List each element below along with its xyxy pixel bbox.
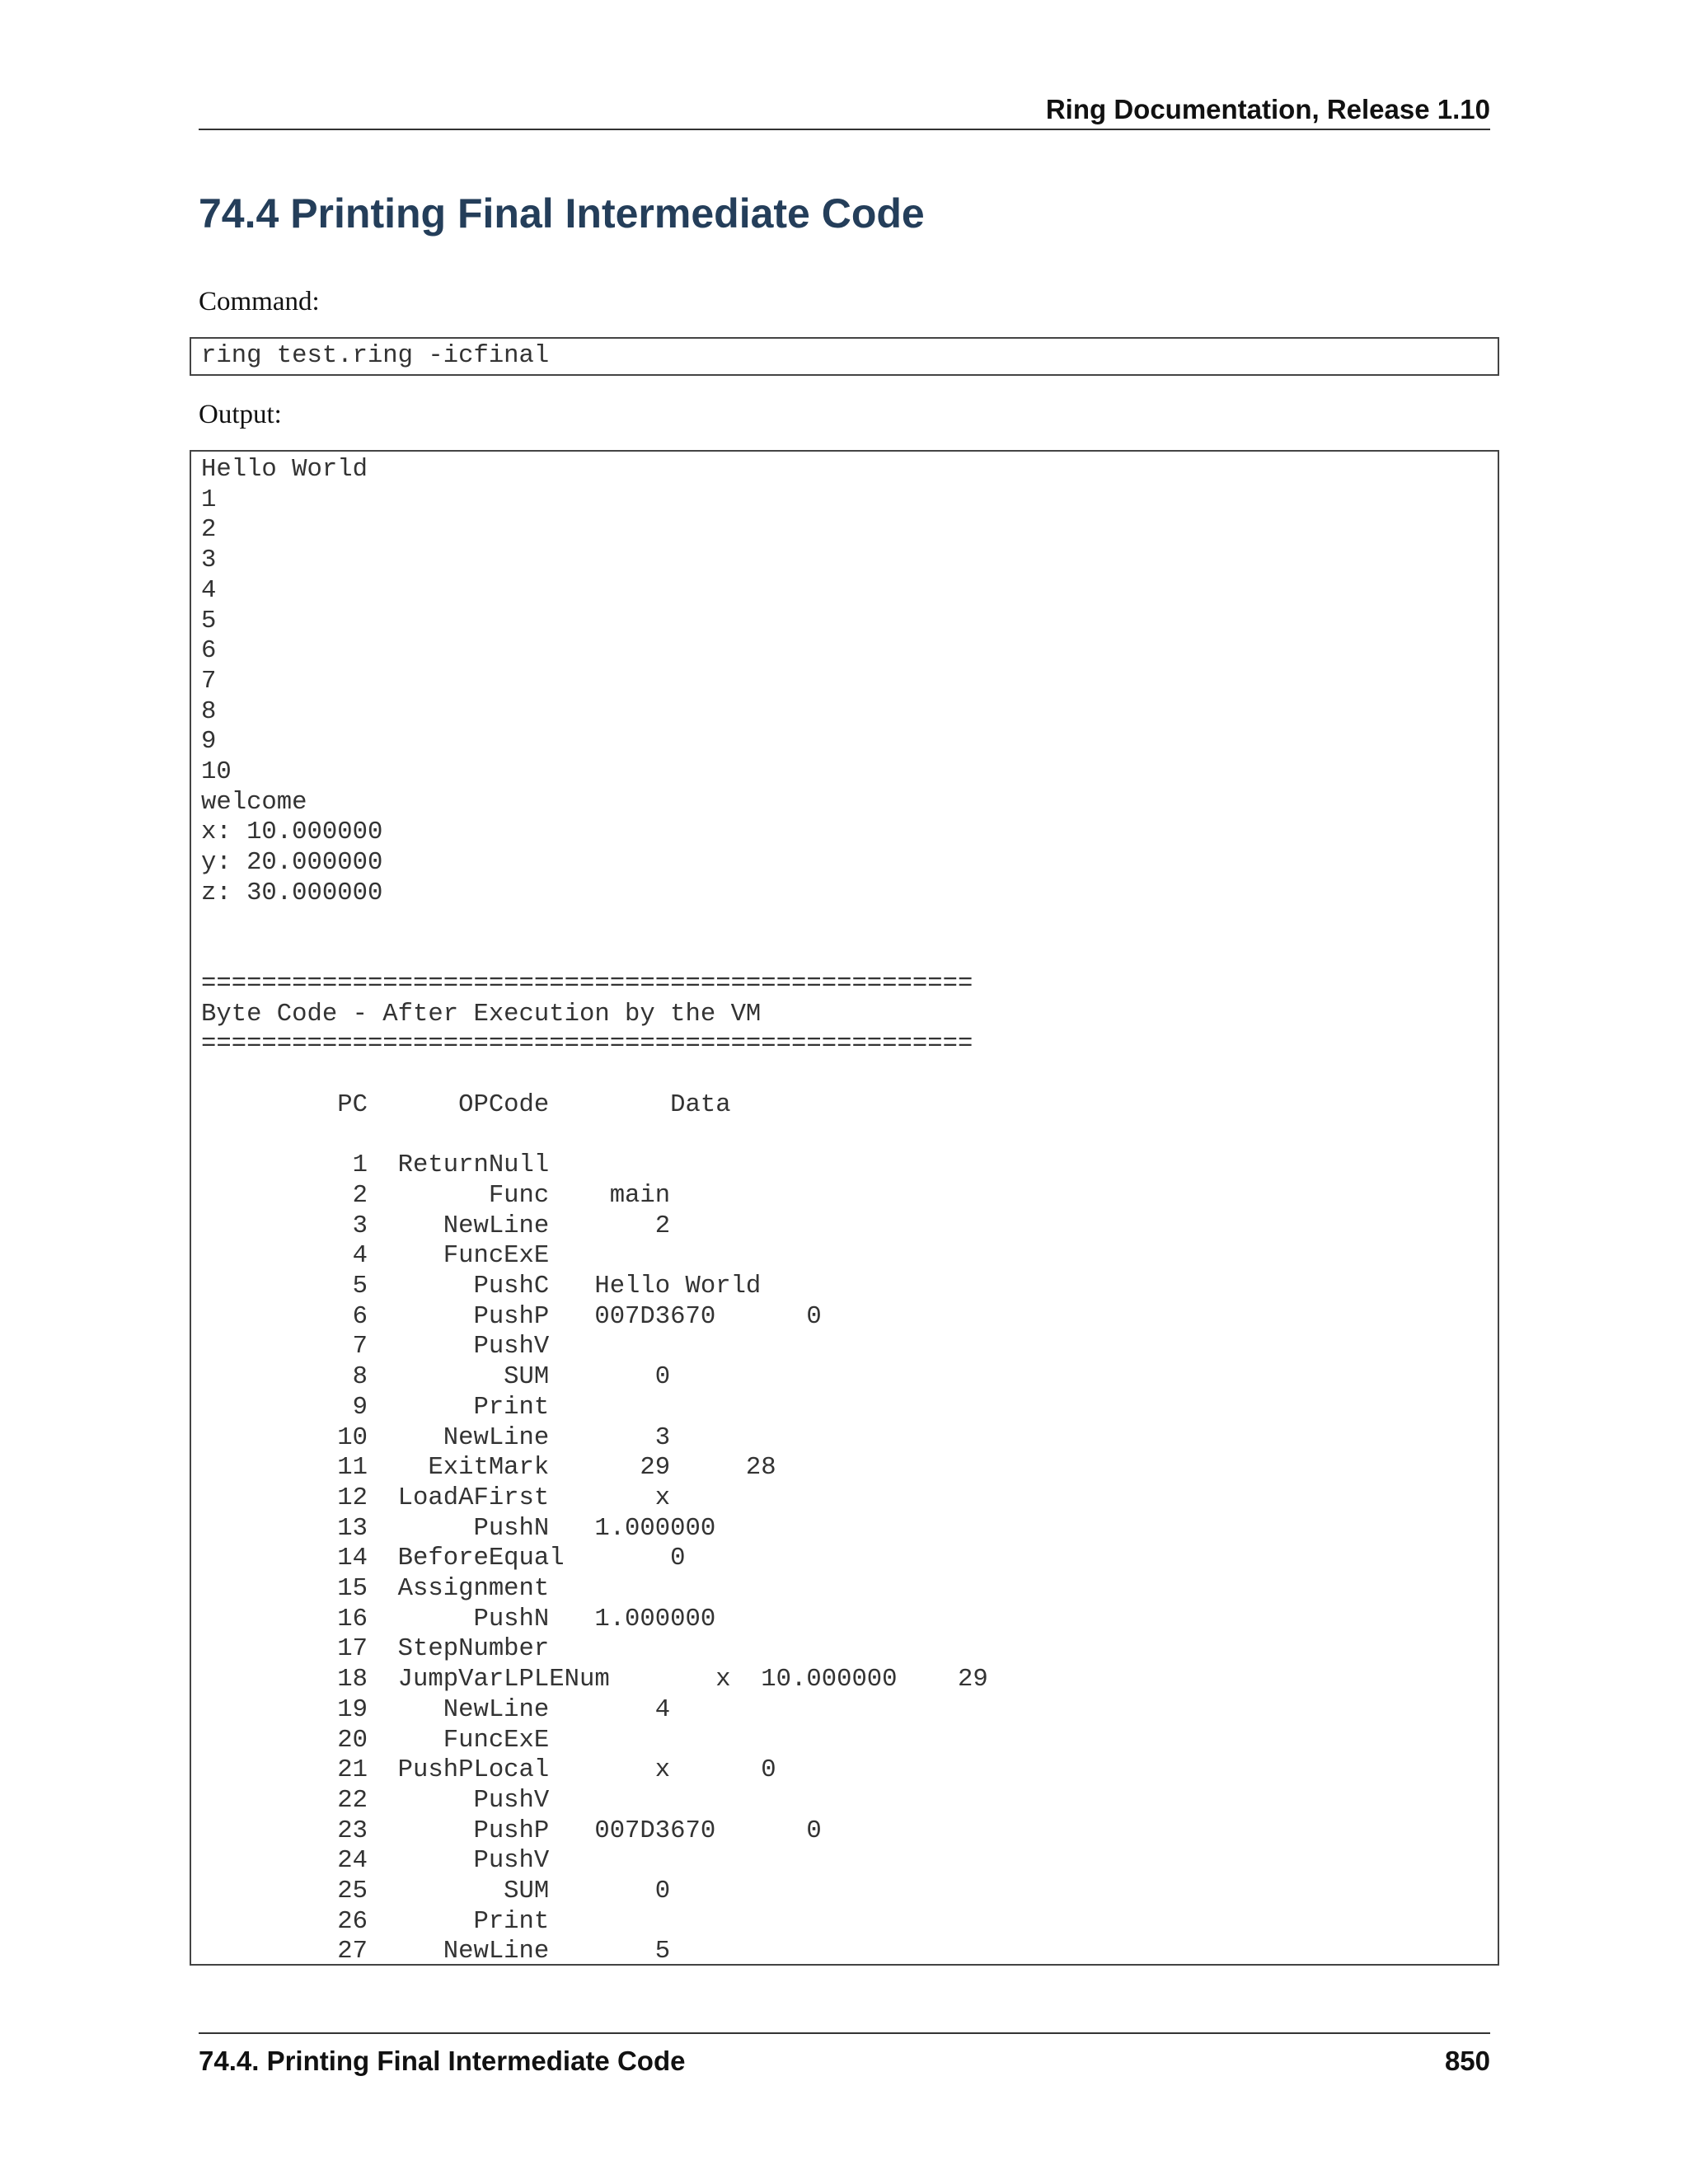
document-title: Ring Documentation, Release 1.10 <box>1045 94 1490 124</box>
page-footer <box>199 2032 1490 2082</box>
page-header <box>199 92 1490 130</box>
output-code: Hello World 1 2 3 4 5 6 7 8 9 10 welcome x: 10.000000 y: 20.000000 z: 30.000000 =================================================== Byte Code - After Execution by the VM =================================================== PC OPCode Data 1 ReturnNull 2 Func main 3 NewLine 2 4 FuncExE 5 PushC Hello World 6 PushP 007D3670 0 7 PushV 8 SUM 0 9 Print 10 NewLine 3 11 ExitMark 29 28 12 LoadAFirst x 13 PushN 1.000000 14 BeforeEqual 0 15 Assignment 16 PushN 1.000000 17 StepNumber 18 JumpVarLPLENum x 10.000000 29 19 NewLine 4 20 FuncExE 21 PushPLocal x 0 22 PushV 23 PushP 007D3670 0 24 PushV 25 SUM 0 26 Print 27 NewLine 5 <box>201 456 988 1966</box>
output-code-block <box>190 450 1499 1966</box>
command-label: Command: <box>199 287 320 316</box>
page-number: 850 <box>1444 2046 1490 2076</box>
command-code: ring test.ring -icfinal <box>201 342 550 370</box>
output-label: Output: <box>199 400 282 429</box>
section-title: 74.4 Printing Final Intermediate Code <box>199 190 925 237</box>
command-code-block <box>190 337 1499 376</box>
footer-section-ref: 74.4. Printing Final Intermediate Code <box>199 2046 686 2076</box>
